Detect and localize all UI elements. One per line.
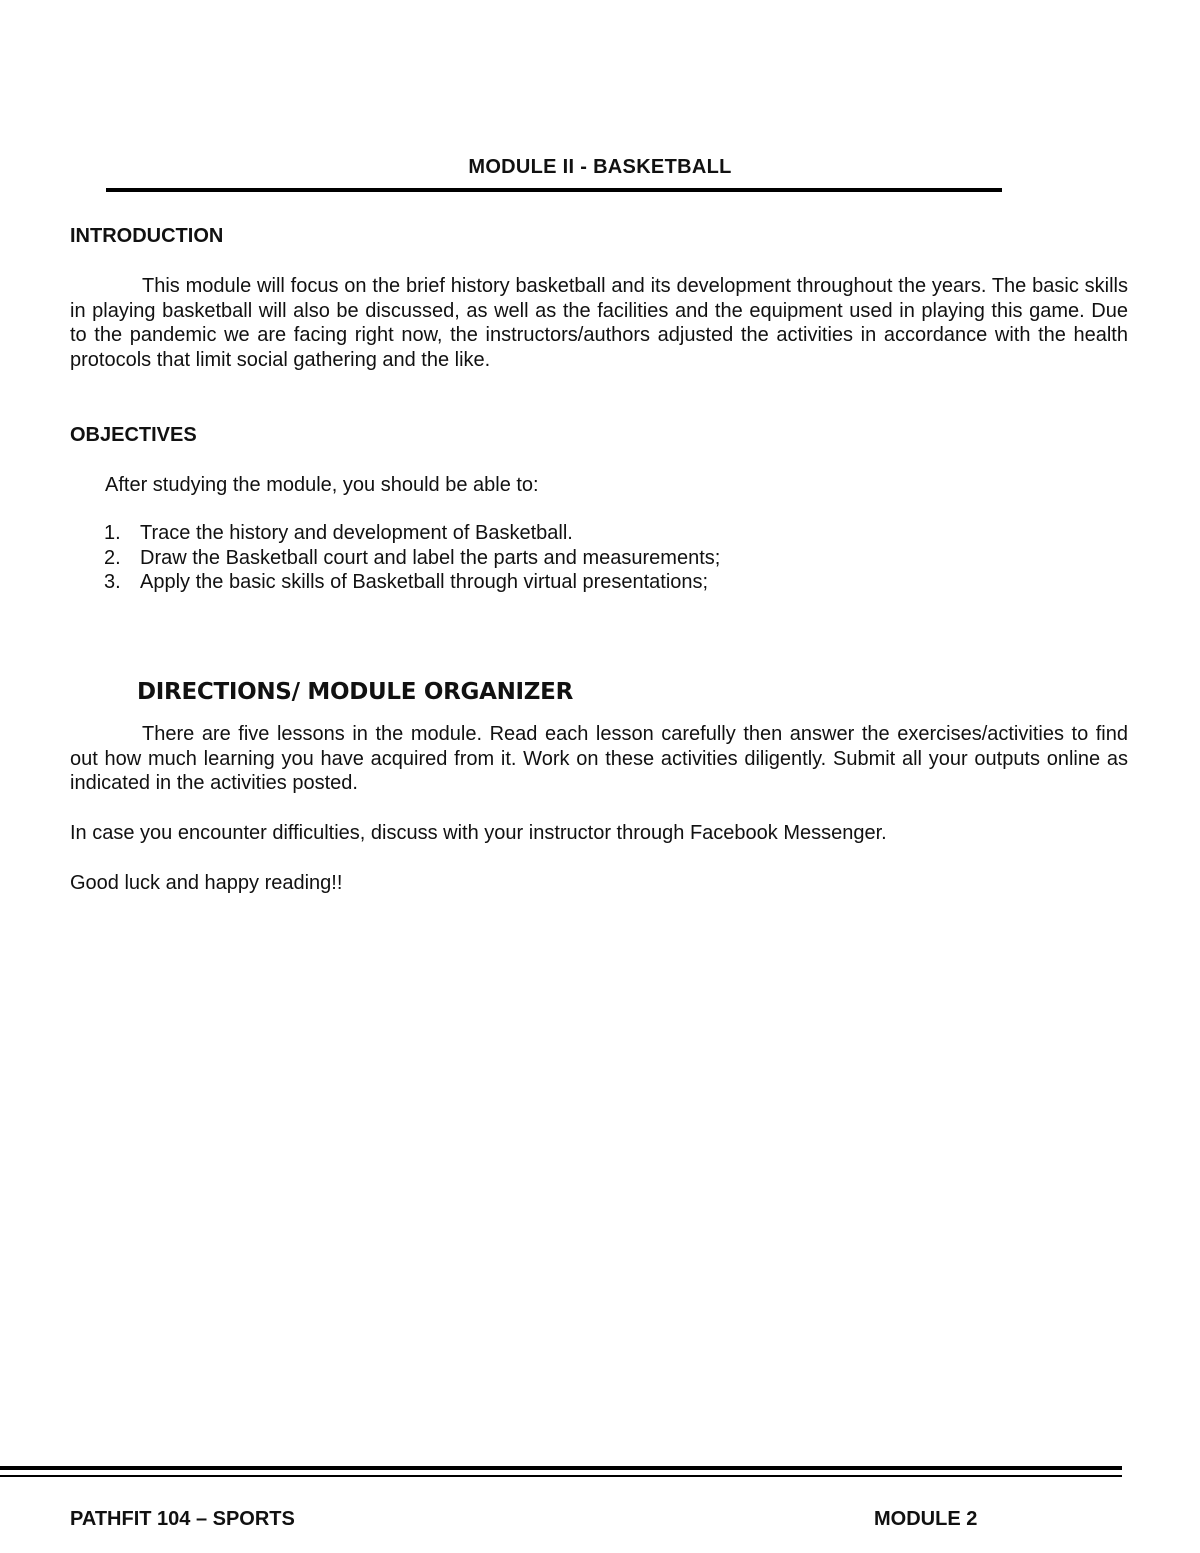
objective-number: 2. [104,546,121,569]
objectives-lead: After studying the module, you should be able to: [105,474,539,496]
footer-course: PATHFIT 104 – SPORTS [70,1508,295,1530]
objective-text: Trace the history and development of Basketball. [140,522,573,544]
footer-divider-thin [0,1475,1122,1477]
introduction-body: This module will focus on the brief history basketball and its development throughout the years. The basic skills in playing basketball will also be discussed, as well as the facilities and the equipment used in playing this game. Due to the pandemic we are facing right now, the instructors/authors adjusted the activities in accordance with the health protocols that limit social gathering and the like. [70,275,1128,372]
directions-body: There are five lessons in the module. Read each lesson carefully then answer the exercises/activities to find out how much learning you have acquired from it. Work on these activities diligently. Submit all your outputs online as indicated in the activities posted. [70,723,1128,795]
difficulties-note: In case you encounter difficulties, discuss with your instructor through Facebook Messenger. [70,822,887,844]
objective-text: Draw the Basketball court and label the parts and measurements; [140,546,721,569]
introduction-heading: INTRODUCTION [70,225,224,247]
objectives-list [104,521,720,595]
objective-item [104,546,720,571]
objectives-heading: OBJECTIVES [70,424,197,446]
page-title: MODULE II - BASKETBALL [468,156,732,178]
closing-note: Good luck and happy reading!! [70,872,343,894]
objective-number: 3. [104,571,121,594]
objective-item [104,521,720,546]
objective-item [104,570,720,595]
footer-divider-thick [0,1466,1122,1470]
title-divider [106,188,1002,192]
directions-heading: DIRECTIONS/ MODULE ORGANIZER [137,679,574,705]
objective-number: 1. [104,522,121,544]
objective-text: Apply the basic skills of Basketball through virtual presentations; [140,571,709,594]
footer-module: MODULE 2 [874,1508,978,1530]
